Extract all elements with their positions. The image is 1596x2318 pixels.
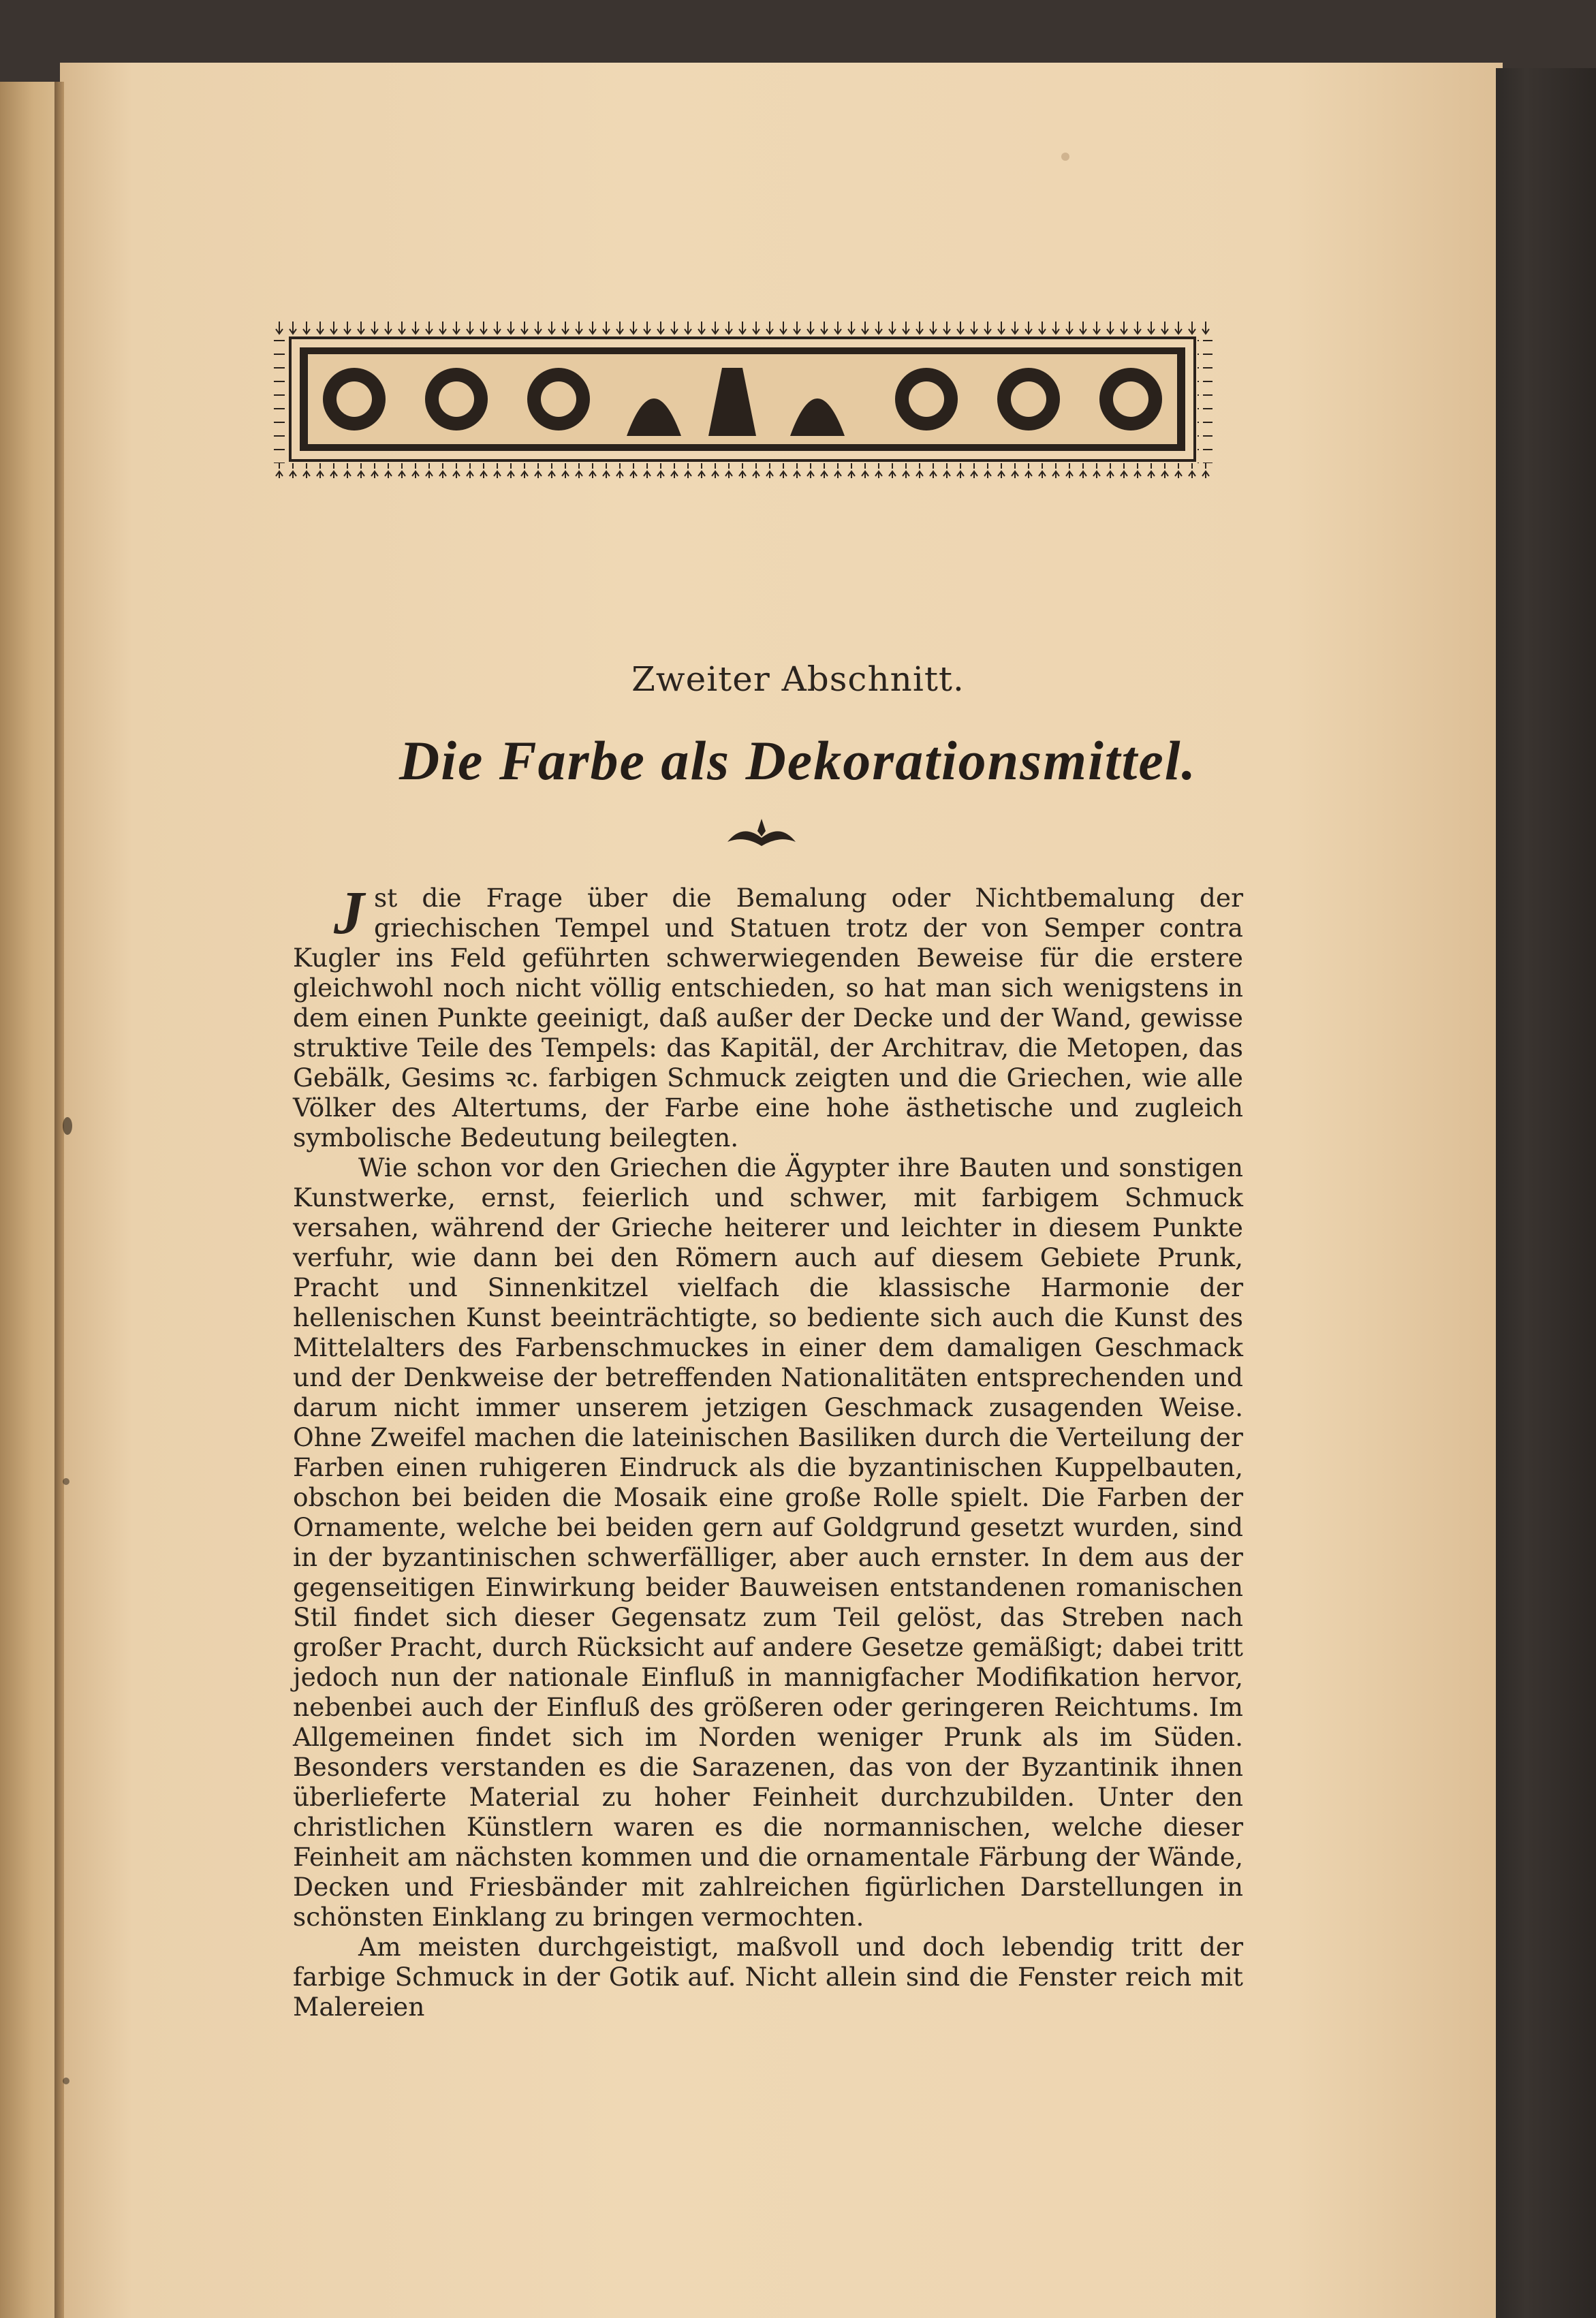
binding-hole — [63, 2078, 69, 2084]
foxing-spot — [1061, 153, 1069, 161]
paragraph — [293, 879, 1243, 1153]
paragraph: Am meisten durchgeistigt, maßvoll und doch lebendig tritt der farbige Schmuck in der Gotik auf. Nicht allein sind die Fenster reich mit Malereien — [293, 1932, 1243, 2022]
book-gutter — [54, 82, 64, 2318]
paragraph-text: st die Frage über die Bemalung oder Nichtbemalung der griechischen Tempel und Statuen trotz der von Semper contra Kugler ins Feld geführten schwerwiegenden Beweise für die erstere gleichwohl noch nicht völlig entschieden, so hat man sich wenigstens in dem einen Punkte geeinigt, daß außer der Decke und der Wand, gewisse struktive Teile des Tempels: das Kapitäl, der Architrav, die Metopen, das Gebälk, Gesims ꝛc. farbigen Schmuck zeigten und die Griechen, wie alle Völker des Altertums, der Farbe eine hohe ästhetische und zugleich symbolische Bedeutung beilegten. — [293, 883, 1243, 1153]
body-text — [293, 879, 1243, 2022]
binding-hole — [63, 1117, 72, 1135]
decorative-headpiece — [272, 320, 1212, 478]
book-cover-edge — [1496, 68, 1596, 2318]
fleuron-ornament — [722, 815, 801, 854]
section-label: Zweiter Abschnitt. — [631, 659, 965, 699]
chapter-title: Die Farbe als Dekorationsmittel. — [399, 730, 1197, 792]
drop-cap: J — [334, 879, 364, 947]
paragraph: Wie schon vor den Griechen die Ägypter ihre Bauten und sonstigen Kunstwerke, ernst, feierlich und schwer, mit farbigem Schmuck versahen, während der Grieche heiterer und leichter in diesem Punkte verfuhr, wie dann bei den Römern auch auf diesem Gebiete Prunk, Pracht und Sinnenkitzel vielfach die klassische Harmonie der hellenischen Kunst beeinträchtigte, so bediente sich auch die Kunst des Mittelalters des Farbenschmuckes in einer dem damaligen Geschmack und der Denkweise der betreffenden Nationalitäten entsprechenden und darum nicht immer unserem jetzigen Geschmack zusagenden Weise. Ohne Zweifel machen die lateinischen Basiliken durch die Verteilung der Farben einen ruhigeren Eindruck als die byzantinischen Kuppelbauten, obschon bei beiden die Mosaik eine große Rolle spielt. Die Farben der Ornamente, welche bei beiden gern auf Goldgrund gesetzt wurden, sind in der byzantinischen schwerfälliger, aber auch ernster. In dem aus der gegenseitigen Einwirkung beider Bauweisen entstandenen romanischen Stil findet sich dieser Gegensatz zum Teil gelöst, das Streben nach großer Pracht, durch Rücksicht auf andere Gesetze gemäßigt; dabei tritt jedoch nun der nationale Einfluß in mannigfacher Modifikation hervor, nebenbei auch der Einfluß des größeren oder geringeren Reichtums. Im Allgemeinen findet sich im Norden weniger Prunk als im Süden. Besonders verstanden es die Sarazenen, das von der Byzantinik ihnen überlieferte Material zu hoher Feinheit durchzubilden. Unter den christlichen Künstlern waren es die normannischen, welche dieser Feinheit am nächsten kommen und die ornamentale Färbung der Wände, Decken und Friesbänder mit zahlreichen figürlichen Darstellungen in schönsten Einklang zu bringen vermochten. — [293, 1153, 1243, 1932]
facing-page-edge — [0, 82, 60, 2318]
binding-hole — [63, 1478, 69, 1485]
